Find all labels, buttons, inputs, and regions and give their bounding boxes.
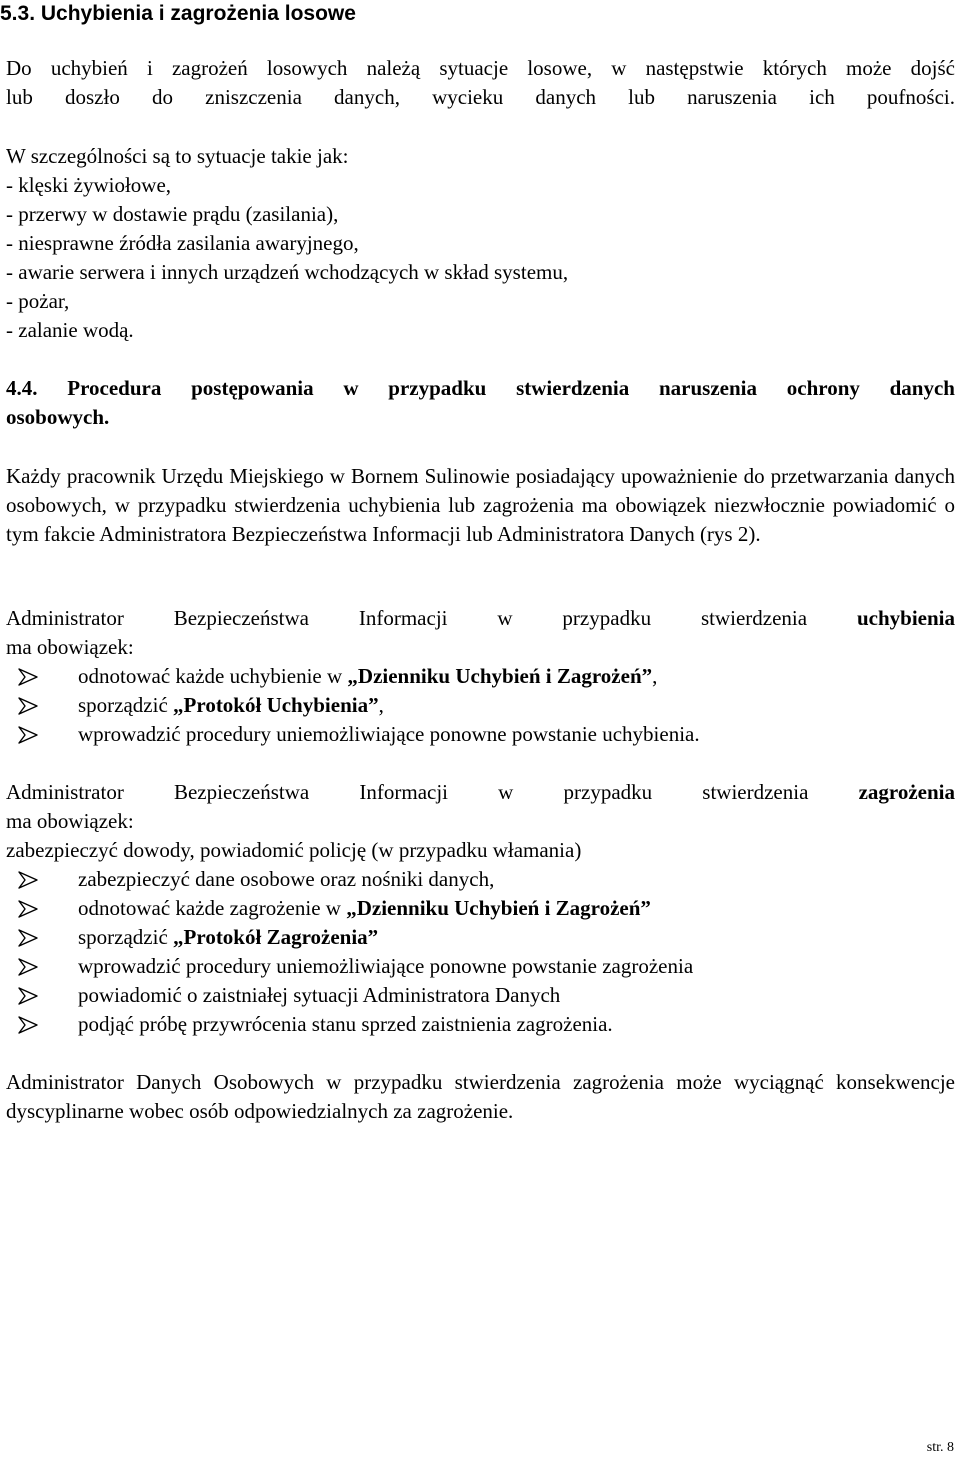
intro-block — [6, 54, 955, 112]
zagrozenia-list — [6, 865, 955, 1039]
intro-line-1: Do uchybień i zagrożeń losowych należą sytuacje losowe, w następstwie których może dojść — [6, 56, 955, 80]
list-item: odnotować każde zagrożenie w „Dzienniku Uchybień i Zagrożeń” — [6, 894, 955, 923]
list-item: wprowadzić procedury uniemożliwiające ponowne powstanie zagrożenia — [6, 952, 955, 981]
uchybienia-block — [6, 604, 955, 749]
arrow-bullet-icon — [18, 871, 38, 889]
zagrozenia-lead-3: zabezpieczyć dowody, powiadomić policję (w przypadku włamania) — [6, 838, 582, 862]
hazard-item: - klęski żywiołowe, — [6, 173, 172, 197]
list-item: zabezpieczyć dane osobowe oraz nośniki danych, — [6, 865, 955, 894]
uchybienia-list — [6, 662, 955, 749]
list-item: powiadomić o zaistniałej sytuacji Administratora Danych — [6, 981, 955, 1010]
list-item: wprowadzić procedury uniemożliwiające ponowne powstanie uchybienia. — [6, 720, 955, 749]
zagrozenia-block — [6, 778, 955, 1039]
arrow-bullet-icon — [18, 958, 38, 976]
section-heading-4-4 — [6, 374, 955, 432]
arrow-bullet-icon — [18, 1016, 38, 1034]
section-heading-5-3: 5.3. Uchybienia i zagrożenia losowe — [0, 2, 356, 25]
heading-4-4-line-1: 4.4. Procedura postępowania w przypadku stwierdzenia naruszenia ochrony danych — [6, 376, 955, 400]
hazard-item: - przerwy w dostawie prądu (zasilania), — [6, 202, 339, 226]
list-item: podjąć próbę przywrócenia stanu sprzed zaistnienia zagrożenia. — [6, 1010, 955, 1039]
arrow-bullet-icon — [18, 900, 38, 918]
zagrozenia-lead-2: ma obowiązek: — [6, 809, 134, 833]
hazard-item: - awarie serwera i innych urządzeń wchodzących w skład systemu, — [6, 260, 569, 284]
arrow-bullet-icon — [18, 929, 38, 947]
list-item: sporządzić „Protokół Uchybienia”, — [6, 691, 955, 720]
list-item: sporządzić „Protokół Zagrożenia” — [6, 923, 955, 952]
uchybienia-lead: Administrator Bezpieczeństwa Informacji w przypadku stwierdzenia uchybienia — [6, 606, 955, 630]
hazard-item: - niesprawne źródła zasilania awaryjnego, — [6, 231, 359, 255]
arrow-bullet-icon — [18, 726, 38, 744]
zagrozenia-lead: Administrator Bezpieczeństwa Informacji w przypadku stwierdzenia zagrożenia — [6, 780, 956, 804]
closing-paragraph: Administrator Danych Osobowych w przypadku stwierdzenia zagrożenia może wyciągnąć konsekwencje dyscyplinarne wobec osób odpowiedzialnych za zagrożenie. — [6, 1070, 955, 1123]
arrow-bullet-icon — [18, 987, 38, 1005]
hazard-list-block — [6, 142, 568, 345]
page-number: str. 8 — [926, 1440, 954, 1455]
intro-line-2: lub doszło do zniszczenia danych, wycieku danych lub naruszenia ich poufności. — [6, 85, 955, 109]
employee-duty-paragraph: Każdy pracownik Urzędu Miejskiego w Bornem Sulinowie posiadający upoważnienie do przetwarzania danych osobowych, w przypadku stwierdzenia uchybienia lub zagrożenia ma obowiązek niezwłocznie powiadomić o tym fakcie Administratora Bezpieczeństwa Informacji lub Administratora Danych (rys 2). — [6, 464, 955, 546]
list-item: odnotować każde uchybienie w „Dzienniku Uchybień i Zagrożeń”, — [6, 662, 955, 691]
heading-4-4-line-2: osobowych. — [6, 405, 110, 429]
hazard-lead: W szczególności są to sytuacje takie jak: — [6, 144, 349, 168]
hazard-item: - zalanie wodą. — [6, 318, 134, 342]
arrow-bullet-icon — [18, 668, 38, 686]
hazard-item: - pożar, — [6, 289, 70, 313]
uchybienia-lead-2: ma obowiązek: — [6, 635, 134, 659]
arrow-bullet-icon — [18, 697, 38, 715]
